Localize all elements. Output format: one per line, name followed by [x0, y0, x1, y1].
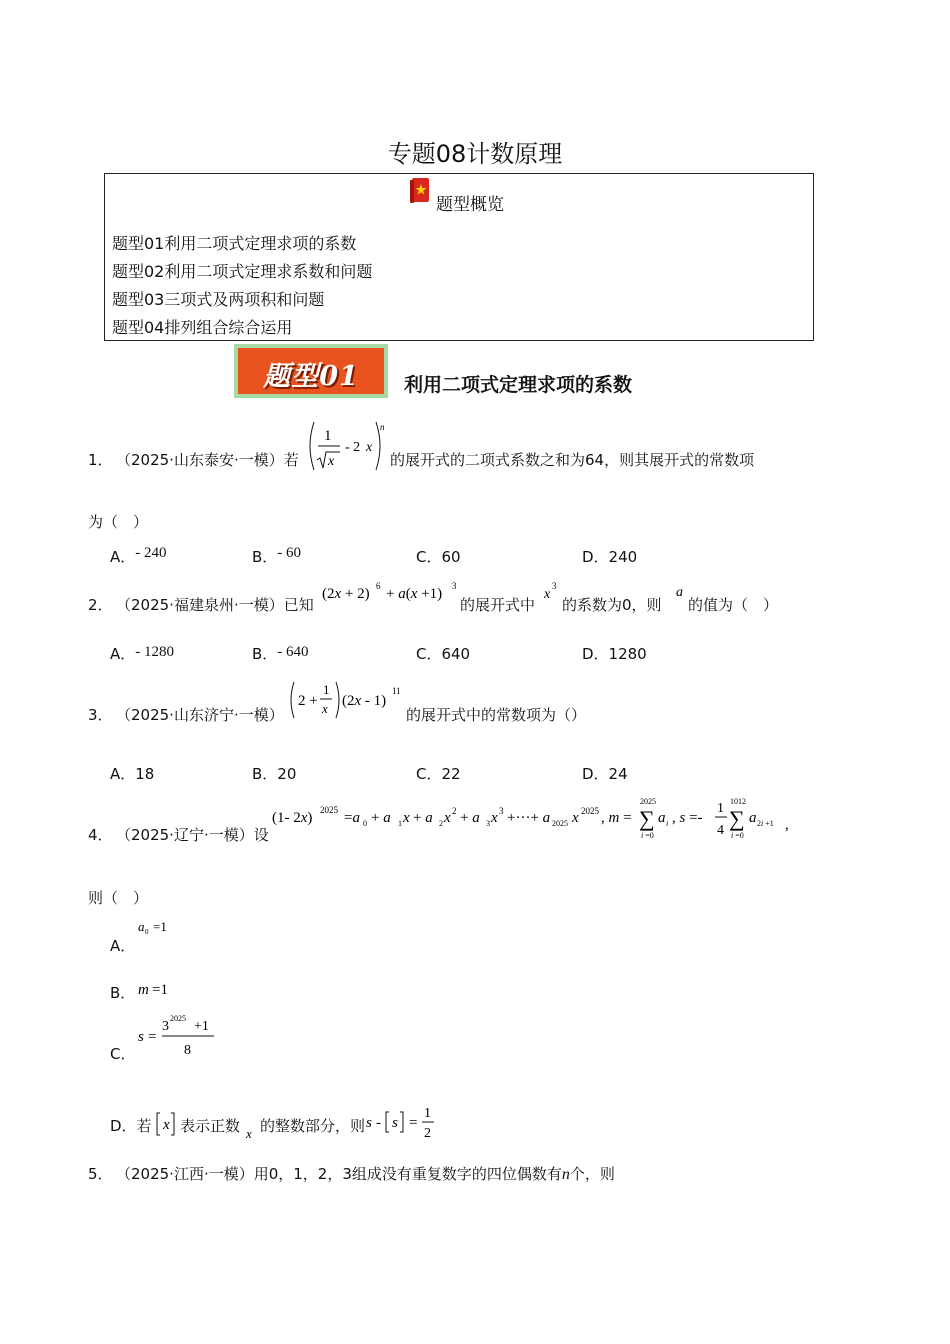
q5-text-a-span: （2025·江西·一模）用0，1，2，3组成没有重复数字的四位偶数有	[116, 1165, 562, 1183]
svg-text:2: 2	[452, 806, 457, 816]
q1-option-c[interactable]: C．60	[416, 548, 461, 566]
q4-cont: 则（ ）	[88, 889, 149, 907]
svg-text:(1- 2x): (1- 2x)	[272, 810, 313, 826]
svg-text:+ a: + a	[371, 810, 391, 826]
q1-cont: 为（ ）	[88, 513, 149, 531]
q2-option-b-label: B．	[252, 645, 278, 663]
q3-option-d[interactable]: D．24	[582, 765, 628, 783]
q2-option-b[interactable]	[252, 643, 309, 664]
svg-text:0: 0	[363, 819, 367, 828]
svg-text:3: 3	[499, 806, 504, 816]
q1-option-a-label: A．	[110, 548, 136, 566]
q5-var-n: n	[561, 1166, 570, 1183]
svg-text:0: 0	[145, 928, 149, 936]
svg-text:+1: +1	[194, 1019, 209, 1034]
q2-a-var	[674, 582, 688, 602]
q2-mid: 的展开式中	[460, 596, 536, 614]
q1-text: 的展开式的二项式系数之和为64，则其展开式的常数项	[390, 451, 755, 469]
svg-text:-: -	[376, 1115, 381, 1131]
svg-text:(2x - 1): (2x - 1)	[342, 693, 387, 709]
q4-option-d-formula	[364, 1100, 456, 1142]
q5-text-a	[116, 1163, 615, 1184]
q2-number: 2．	[88, 596, 113, 614]
svg-text:6: 6	[376, 581, 381, 591]
q1-option-d[interactable]: D．240	[582, 548, 638, 566]
svg-text:x: x	[544, 587, 551, 602]
overview-heading: 题型概览	[436, 195, 504, 215]
q2-option-a-value: - 1280	[135, 644, 175, 660]
q1-option-a-value: - 240	[135, 545, 167, 561]
q4-source: （2025·辽宁·一模）设	[116, 826, 269, 844]
svg-text:x: x	[572, 810, 579, 826]
svg-text:2 +: 2 +	[298, 693, 318, 709]
svg-text:8: 8	[184, 1043, 191, 1058]
q4-option-c[interactable]: C．	[110, 1045, 136, 1063]
q4-option-d[interactable]	[110, 1115, 152, 1136]
svg-text:a: a	[138, 919, 145, 934]
svg-text:x: x	[366, 440, 373, 455]
q2-mid2: 的系数为0，则	[562, 596, 662, 614]
section-badge-label: 题型01	[263, 361, 359, 392]
page-title: 专题08计数原理	[387, 140, 563, 168]
q2-x3	[542, 580, 562, 604]
svg-text:2: 2	[424, 1126, 431, 1141]
q4-formula	[270, 796, 792, 842]
q1-formula	[304, 418, 388, 474]
svg-text:x: x	[246, 1126, 252, 1141]
svg-text:a: a	[749, 810, 757, 826]
q3-formula	[286, 678, 406, 724]
q2-end: 的值为（ ）	[688, 596, 779, 614]
svg-text:x: x	[491, 810, 498, 826]
svg-text:+ a(x +1): + a(x +1)	[386, 586, 443, 602]
q2-source: （2025·福建泉州·一模）已知	[116, 596, 314, 614]
q5-text-b: 个，则	[569, 1165, 615, 1183]
overview-item-1: 题型01利用二项式定理求项的系数	[112, 234, 357, 253]
q3-option-b[interactable]: B．20	[252, 765, 297, 783]
q4-number: 4．	[88, 826, 113, 844]
svg-text:i =0: i =0	[731, 831, 744, 840]
svg-text:x: x	[444, 810, 451, 826]
svg-text:x: x	[328, 454, 335, 469]
q2-option-c[interactable]: C．640	[416, 645, 471, 663]
svg-text:- 2: - 2	[345, 440, 361, 455]
svg-text:=1: =1	[152, 982, 168, 998]
svg-text:3: 3	[162, 1019, 169, 1034]
svg-text:+···+ a: +···+ a	[507, 810, 551, 826]
q4-option-a-formula	[136, 916, 196, 938]
q1-option-a[interactable]	[110, 546, 167, 567]
svg-text:2025: 2025	[640, 797, 656, 806]
book-icon	[410, 178, 430, 204]
svg-text:=1: =1	[153, 919, 167, 934]
svg-text:3: 3	[452, 581, 457, 591]
q4-option-d-mid: 表示正数	[180, 1117, 241, 1135]
svg-text:1: 1	[398, 819, 402, 828]
q2-option-b-value: - 640	[277, 644, 309, 660]
q4-option-a[interactable]: A．	[110, 937, 136, 955]
svg-text:∑: ∑	[639, 806, 655, 831]
svg-text:11: 11	[392, 686, 401, 696]
q4-option-c-formula	[136, 1012, 220, 1060]
svg-text:1: 1	[323, 682, 330, 697]
svg-text:s: s	[138, 1029, 144, 1045]
q4-option-d-x	[244, 1118, 258, 1142]
svg-text:+ a: + a	[413, 810, 433, 826]
q5-number: 5．	[88, 1165, 113, 1183]
svg-text:2025: 2025	[552, 819, 568, 828]
q3-text: 的展开式中的常数项为（）	[406, 706, 587, 724]
svg-text:2025: 2025	[581, 806, 599, 816]
q3-number: 3．	[88, 706, 113, 724]
svg-text:x: x	[163, 1117, 170, 1133]
q3-source: （2025·山东济宁·一模）	[116, 706, 284, 724]
section-title: 利用二项式定理求项的系数	[404, 374, 633, 396]
q3-option-a[interactable]: A．18	[110, 765, 155, 783]
svg-text:2i +1: 2i +1	[757, 819, 774, 828]
svg-text:s: s	[366, 1115, 372, 1131]
svg-text:, m =: , m =	[601, 810, 632, 826]
q4-option-d-label: D．若	[110, 1117, 152, 1135]
svg-text:a: a	[676, 585, 683, 600]
svg-text:∑: ∑	[729, 806, 745, 831]
svg-text:3: 3	[486, 819, 490, 828]
q1-option-b[interactable]	[252, 546, 301, 567]
svg-text:n: n	[380, 422, 385, 432]
q4-option-d-mid2: 的整数部分，则	[260, 1117, 366, 1135]
q1-option-b-value: - 60	[277, 545, 302, 561]
svg-text:(2x + 2): (2x + 2)	[322, 586, 370, 602]
svg-text:2: 2	[439, 819, 443, 828]
svg-text:s: s	[392, 1115, 398, 1131]
svg-text:=: =	[409, 1115, 418, 1131]
svg-text:4: 4	[717, 823, 724, 838]
q4-option-b-formula	[136, 976, 196, 1000]
svg-text:2025: 2025	[320, 805, 338, 815]
q3-option-c[interactable]: C．22	[416, 765, 461, 783]
q1-option-b-label: B．	[252, 548, 278, 566]
q4-option-b[interactable]: B．	[110, 984, 136, 1002]
svg-text:1: 1	[324, 428, 332, 444]
section-badge	[234, 344, 388, 398]
svg-text:2025: 2025	[170, 1014, 186, 1023]
svg-text:m: m	[138, 982, 149, 998]
overview-item-3: 题型03三项式及两项积和问题	[112, 290, 325, 309]
svg-text:1012: 1012	[730, 797, 746, 806]
q1-number: 1．	[88, 451, 113, 469]
overview-item-2: 题型02利用二项式定理求系数和问题	[112, 262, 373, 281]
q2-formula	[320, 578, 460, 606]
q1-source: （2025·山东泰安·一模）若	[116, 451, 299, 469]
q2-option-d[interactable]: D．1280	[582, 645, 647, 663]
q4-option-d-floor-x	[156, 1110, 178, 1138]
svg-text:=a: =a	[344, 810, 360, 826]
svg-text:i: i	[666, 819, 669, 828]
svg-text:+ a: + a	[460, 810, 480, 826]
svg-text:=: =	[148, 1029, 157, 1045]
svg-text:x: x	[322, 701, 328, 716]
q2-option-a-label: A．	[110, 645, 136, 663]
q2-option-a[interactable]	[110, 643, 174, 664]
svg-text:a: a	[658, 810, 666, 826]
svg-text:x: x	[403, 810, 410, 826]
svg-text:1: 1	[717, 801, 724, 816]
svg-text:1: 1	[424, 1106, 431, 1121]
overview-item-4: 题型04排列组合综合运用	[112, 318, 293, 337]
svg-text:, s =-: , s =-	[672, 810, 703, 826]
svg-text:3: 3	[552, 581, 557, 591]
svg-text:i =0: i =0	[641, 831, 654, 840]
svg-text:,: ,	[785, 817, 789, 833]
